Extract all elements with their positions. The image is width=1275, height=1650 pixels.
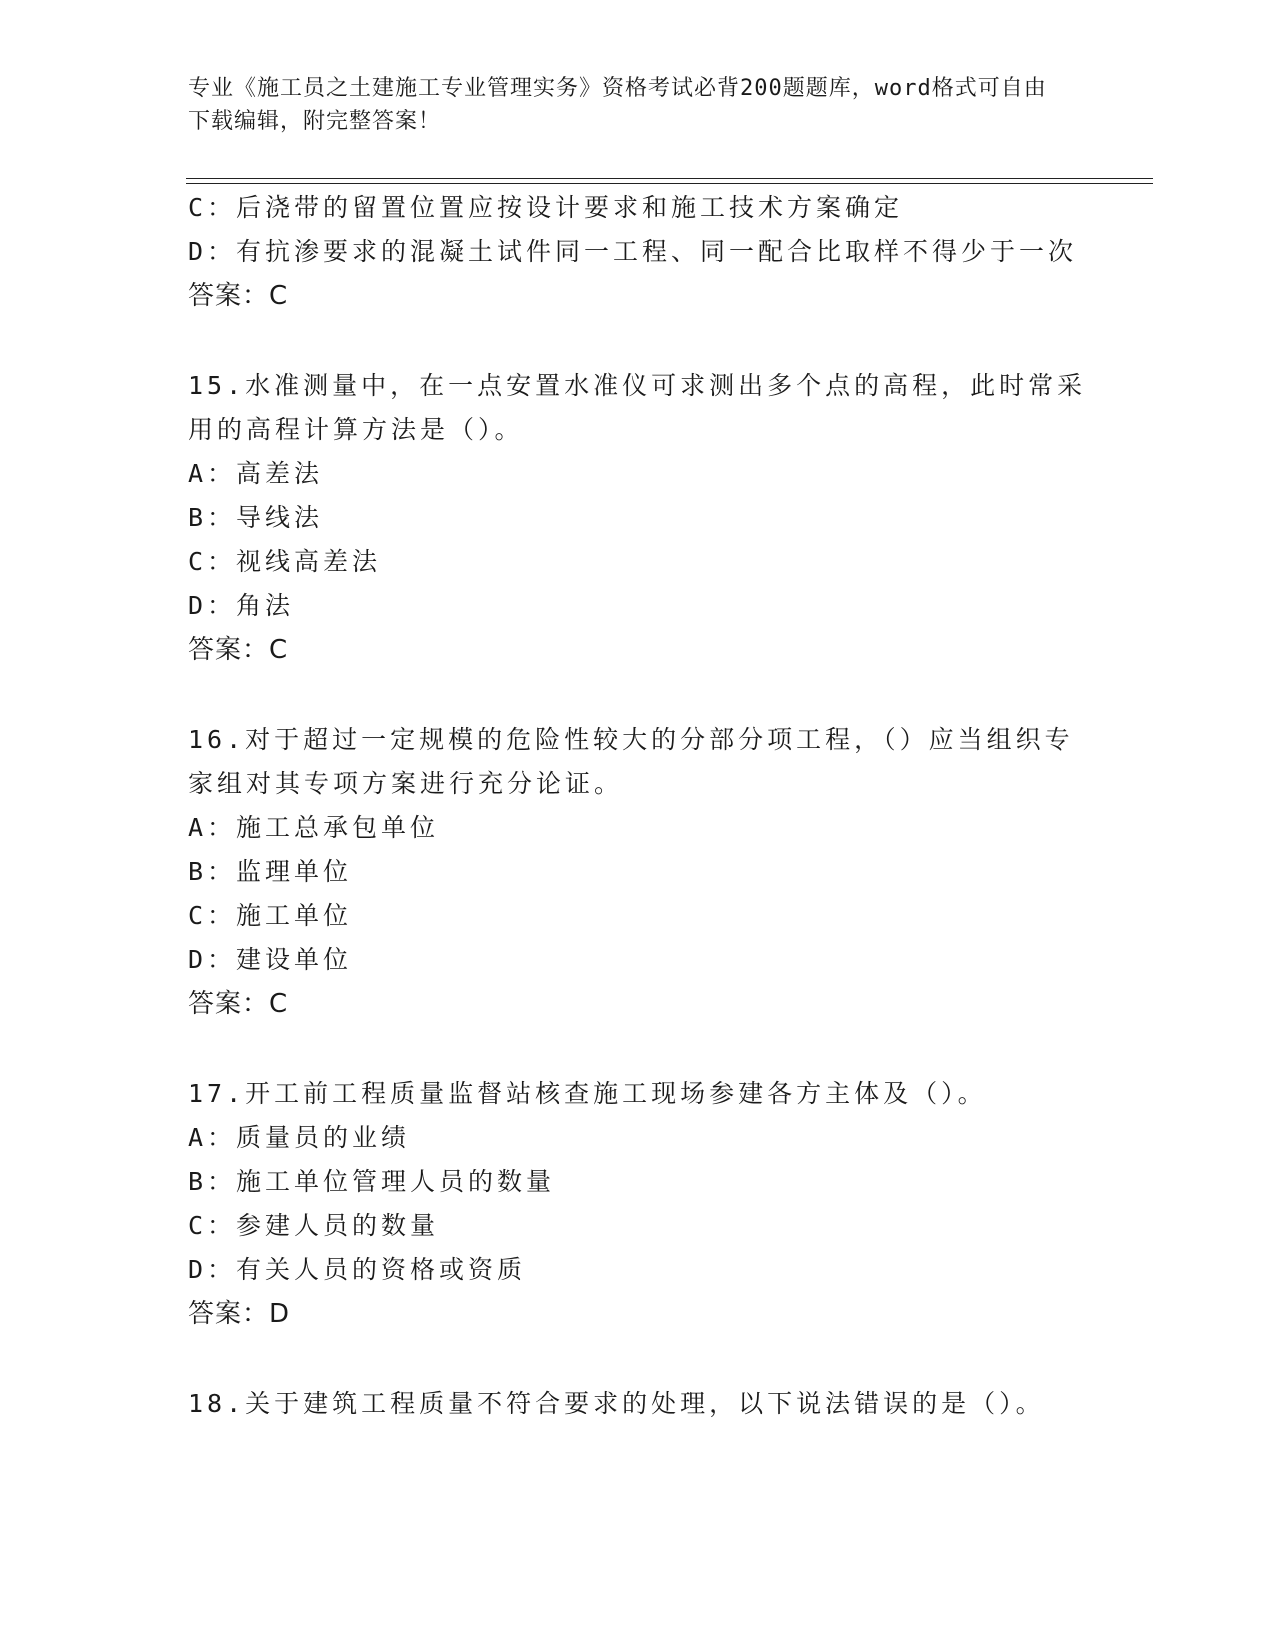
question-15-option-b: B：导线法 [188,503,324,532]
question-17-answer: 答案：D [188,1299,291,1329]
question-15-option-a: A：高差法 [188,459,324,488]
question-17-option-a: A：质量员的业绩 [188,1123,411,1152]
question-17-stem-line-1: 17.开工前工程质量监督站核查施工现场参建各方主体及（）。 [188,1079,987,1108]
question-16-answer: 答案：C [188,989,289,1019]
question-16-option-b: B：监理单位 [188,857,353,886]
question-16-option-a: A：施工总承包单位 [188,813,440,842]
question-17-option-b: B：施工单位管理人员的数量 [188,1167,556,1196]
question-16-option-c: C：施工单位 [188,901,353,930]
answer-line: 答案：C [188,281,289,311]
question-15-option-c: C：视线高差法 [188,547,382,576]
question-17-option-c: C：参建人员的数量 [188,1211,440,1240]
option-c: C：后浇带的留置位置应按设计要求和施工技术方案确定 [188,193,904,222]
question-15-answer: 答案：C [188,635,289,665]
header-divider-top [186,178,1153,179]
question-15-stem-line-2: 用的高程计算方法是（）。 [188,415,524,444]
question-15-stem-line-1: 15.水准测量中，在一点安置水准仪可求测出多个点的高程，此时常采 [188,371,1087,400]
question-15-option-d: D：角法 [188,591,295,620]
question-16-stem-line-2: 家组对其专项方案进行充分论证。 [188,769,624,798]
question-16-option-d: D：建设单位 [188,945,353,974]
option-d: D：有抗渗要求的混凝土试件同一工程、同一配合比取样不得少于一次 [188,237,1078,266]
question-18-stem-line-1: 18.关于建筑工程质量不符合要求的处理，以下说法错误的是（）。 [188,1389,1045,1418]
question-16-stem-line-1: 16.对于超过一定规模的危险性较大的分部分项工程，（）应当组织专 [188,725,1074,754]
document-header: 专业《施工员之土建施工专业管理实务》资格考试必背200题题库，word格式可自由下载编辑，附完整答案！ [188,76,1047,134]
question-17-option-d: D：有关人员的资格或资质 [188,1255,527,1284]
header-divider-bottom [186,183,1153,184]
